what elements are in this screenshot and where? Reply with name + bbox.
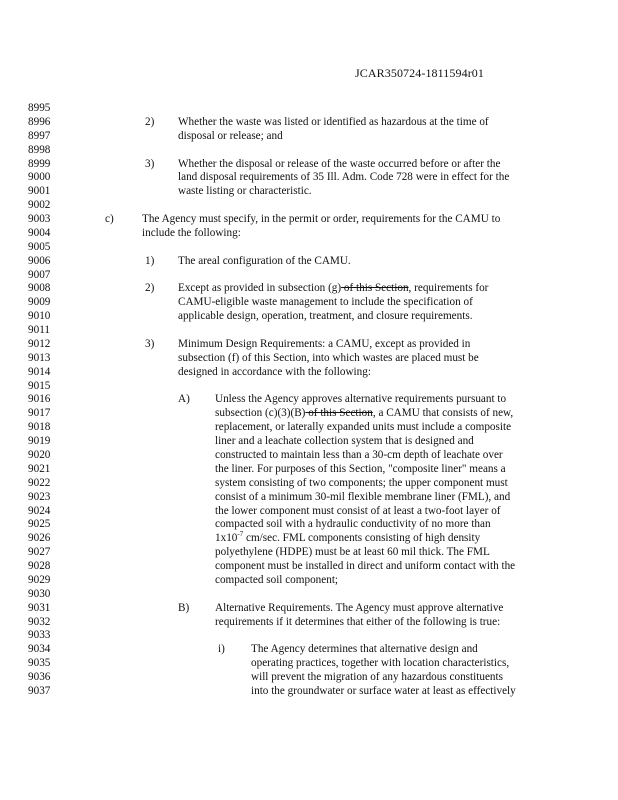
- text-segment: component must be installed in direct and uniform contact with the: [215, 560, 516, 573]
- line-text: [178, 281, 488, 295]
- superscript: -7: [237, 530, 244, 539]
- line-text: [178, 254, 351, 268]
- line-text: [178, 337, 470, 351]
- document-line: [0, 212, 618, 226]
- line-text: [215, 406, 513, 420]
- subsection-label: 1): [145, 254, 155, 267]
- line-text: [215, 573, 338, 587]
- line-number: 9009: [28, 296, 51, 309]
- text-segment: subsection (f) of this Section, into which wastes are placed must be: [178, 351, 479, 364]
- line-number: 8996: [28, 115, 51, 128]
- document-line: [0, 573, 618, 587]
- document-line: [0, 143, 618, 157]
- line-text: [251, 642, 478, 656]
- text-segment: The Agency must specify, in the permit or order, requirements for the CAMU to: [142, 213, 501, 226]
- line-text: [215, 420, 511, 434]
- document-line: [0, 379, 618, 393]
- text-segment: will prevent the migration of any hazardous constituents: [251, 671, 503, 684]
- line-number: 9011: [28, 324, 50, 337]
- line-text: [215, 615, 500, 629]
- text-segment: , requirements for: [408, 282, 489, 295]
- document-line: [0, 656, 618, 670]
- line-text: [178, 351, 479, 365]
- text-segment: Except as provided in subsection (g): [178, 282, 342, 295]
- line-number: 9032: [28, 615, 51, 628]
- line-number: 9022: [28, 476, 51, 489]
- line-number: 9031: [28, 601, 51, 614]
- document-line: [0, 448, 618, 462]
- line-text: [178, 295, 473, 309]
- document-line: [0, 268, 618, 282]
- document-line: [0, 545, 618, 559]
- line-number: 9029: [28, 573, 51, 586]
- document-line: [0, 157, 618, 171]
- text-segment: liner and a leachate collection system that is designed and: [215, 435, 474, 448]
- document-line: [0, 129, 618, 143]
- document-line: [0, 490, 618, 504]
- line-number: 8995: [28, 102, 51, 114]
- line-text: [215, 601, 503, 615]
- text-segment: subsection (c)(3)(B): [215, 407, 306, 420]
- line-number: 9016: [28, 393, 51, 406]
- document-line: [0, 517, 618, 531]
- line-number: 8998: [28, 143, 51, 156]
- line-number: 9000: [28, 171, 51, 184]
- document-id-header: JCAR350724-1811594r01: [355, 66, 484, 80]
- document-line: [0, 254, 618, 268]
- line-text: [178, 129, 283, 143]
- line-text: [215, 504, 501, 518]
- document-line: [0, 323, 618, 337]
- struck-text: of this Section: [305, 407, 373, 420]
- line-text: [142, 212, 500, 226]
- document-line: [0, 531, 618, 545]
- line-number: 9012: [28, 337, 51, 350]
- document-line: [0, 615, 618, 629]
- line-number: 9017: [28, 407, 51, 420]
- text-segment: Alternative Requirements. The Agency must approve alternative: [215, 601, 504, 614]
- subsection-label: c): [105, 213, 114, 226]
- line-number: 9024: [28, 504, 51, 517]
- line-text: [178, 170, 509, 184]
- document-line: [0, 101, 618, 115]
- line-text: [251, 670, 503, 684]
- line-number: 8997: [28, 129, 51, 142]
- line-number: 9030: [28, 587, 51, 600]
- line-number: 9003: [28, 213, 51, 226]
- text-segment: The areal configuration of the CAMU.: [178, 254, 351, 267]
- line-number: 9006: [28, 254, 51, 267]
- subsection-label: 2): [145, 282, 155, 295]
- line-text: [178, 157, 500, 171]
- subsection-label: 3): [145, 157, 155, 170]
- text-segment: polyethylene (HDPE) must be at least 60 mil thick. The FML: [215, 546, 490, 559]
- document-line: [0, 504, 618, 518]
- line-text: [178, 309, 473, 323]
- line-text: [215, 476, 508, 490]
- line-text: [251, 684, 516, 698]
- line-number: 9004: [28, 226, 51, 239]
- document-line: [0, 115, 618, 129]
- line-number: 9018: [28, 421, 51, 434]
- document-line: [0, 184, 618, 198]
- document-line: [0, 628, 618, 642]
- line-number: 9028: [28, 560, 51, 573]
- line-number: 9010: [28, 310, 51, 323]
- text-segment: CAMU-eligible waste management to include the specification of: [178, 296, 473, 309]
- line-text: [215, 434, 474, 448]
- line-text: [215, 392, 506, 406]
- line-number: 9025: [28, 518, 51, 531]
- line-text: [215, 545, 490, 559]
- line-text: [251, 656, 509, 670]
- line-number: 9026: [28, 532, 51, 545]
- subsection-label: A): [178, 393, 190, 406]
- line-number: 9021: [28, 462, 51, 475]
- line-text: [178, 184, 312, 198]
- document-line: [0, 684, 618, 698]
- line-number: 9005: [28, 240, 51, 253]
- document-line: [0, 434, 618, 448]
- line-number: 9015: [28, 379, 51, 392]
- document-line: [0, 170, 618, 184]
- text-segment: , a CAMU that consists of new,: [372, 407, 514, 420]
- line-number: 9019: [28, 435, 51, 448]
- document-line: [0, 642, 618, 656]
- line-number: 9027: [28, 546, 51, 559]
- line-text: [142, 226, 241, 240]
- document-line: [0, 309, 618, 323]
- text-segment: Unless the Agency approves alternative requirements pursuant to: [215, 393, 507, 406]
- line-text: [215, 462, 506, 476]
- line-number: 9035: [28, 657, 51, 670]
- text-segment: land disposal requirements of 35 Ill. Adm. Code 728 were in effect for the: [178, 171, 510, 184]
- line-text: [215, 517, 491, 531]
- text-segment: requirements if it determines that either of the following is true:: [215, 615, 501, 628]
- document-line: [0, 281, 618, 295]
- line-number: 9001: [28, 185, 51, 198]
- document-line: [0, 406, 618, 420]
- text-segment: replacement, or laterally expanded units must include a composite: [215, 421, 512, 434]
- document-line: [0, 198, 618, 212]
- line-number: 9013: [28, 351, 51, 364]
- document-line: [0, 240, 618, 254]
- text-segment: the liner. For purposes of this Section, "composite liner" means a: [215, 462, 506, 475]
- text-segment: compacted soil with a hydraulic conductivity of no more than: [215, 518, 491, 531]
- document-line: [0, 587, 618, 601]
- text-segment: designed in accordance with the following:: [178, 365, 371, 378]
- document-line: [0, 365, 618, 379]
- document-line: [0, 226, 618, 240]
- line-text: [215, 448, 503, 462]
- text-segment: applicable design, operation, treatment, and closure requirements.: [178, 310, 473, 323]
- document-line: [0, 476, 618, 490]
- line-text: [215, 559, 515, 573]
- text-segment: system consisting of two components; the upper component must: [215, 476, 508, 489]
- line-text: [178, 365, 371, 379]
- text-segment: consist of a minimum 30-mil flexible membrane liner (FML), and: [215, 490, 511, 503]
- text-segment: The Agency determines that alternative design and: [251, 643, 478, 656]
- line-number: 9002: [28, 199, 51, 212]
- document-line: [0, 670, 618, 684]
- subsection-label: B): [178, 601, 190, 614]
- document-line: [0, 462, 618, 476]
- document-line: [0, 295, 618, 309]
- text-segment: include the following:: [142, 226, 241, 239]
- subsection-label: 2): [145, 115, 155, 128]
- line-text: [215, 531, 480, 545]
- line-number: 9014: [28, 365, 51, 378]
- line-text: [178, 115, 489, 129]
- text-segment: waste listing or characteristic.: [178, 185, 312, 198]
- line-number: 9036: [28, 671, 51, 684]
- text-segment: Minimum Design Requirements: a CAMU, except as provided in: [178, 337, 471, 350]
- line-number: 9034: [28, 643, 51, 656]
- text-segment: operating practices, together with location characteristics,: [251, 657, 510, 670]
- text-segment: the lower component must consist of at least a two-foot layer of: [215, 504, 501, 517]
- text-segment: disposal or release; and: [178, 129, 283, 142]
- document-line: [0, 337, 618, 351]
- line-number: 9023: [28, 490, 51, 503]
- line-number: 9008: [28, 282, 51, 295]
- text-segment: Whether the waste was listed or identified as hazardous at the time of: [178, 115, 489, 128]
- line-number: 8999: [28, 157, 51, 170]
- text-segment: cm/sec. FML components consisting of high density: [243, 532, 481, 545]
- text-segment: compacted soil component;: [215, 573, 339, 586]
- document-line: [0, 351, 618, 365]
- text-segment: into the groundwater or surface water at least as effectively: [251, 684, 516, 697]
- text-segment: 1x10: [215, 532, 238, 545]
- struck-text: of this Section: [341, 282, 409, 295]
- line-number: 9033: [28, 629, 51, 642]
- line-number: 9020: [28, 449, 51, 461]
- subsection-label: i): [218, 643, 225, 656]
- document-line: [0, 420, 618, 434]
- document-line: [0, 392, 618, 406]
- line-number: 9007: [28, 268, 51, 281]
- text-segment: constructed to maintain less than a 30-cm depth of leachate over: [215, 449, 503, 461]
- document-line: [0, 559, 618, 573]
- subsection-label: 3): [145, 337, 155, 350]
- text-segment: Whether the disposal or release of the waste occurred before or after the: [178, 157, 501, 170]
- line-text: [215, 490, 510, 504]
- line-number: 9037: [28, 684, 51, 697]
- document-line: [0, 601, 618, 615]
